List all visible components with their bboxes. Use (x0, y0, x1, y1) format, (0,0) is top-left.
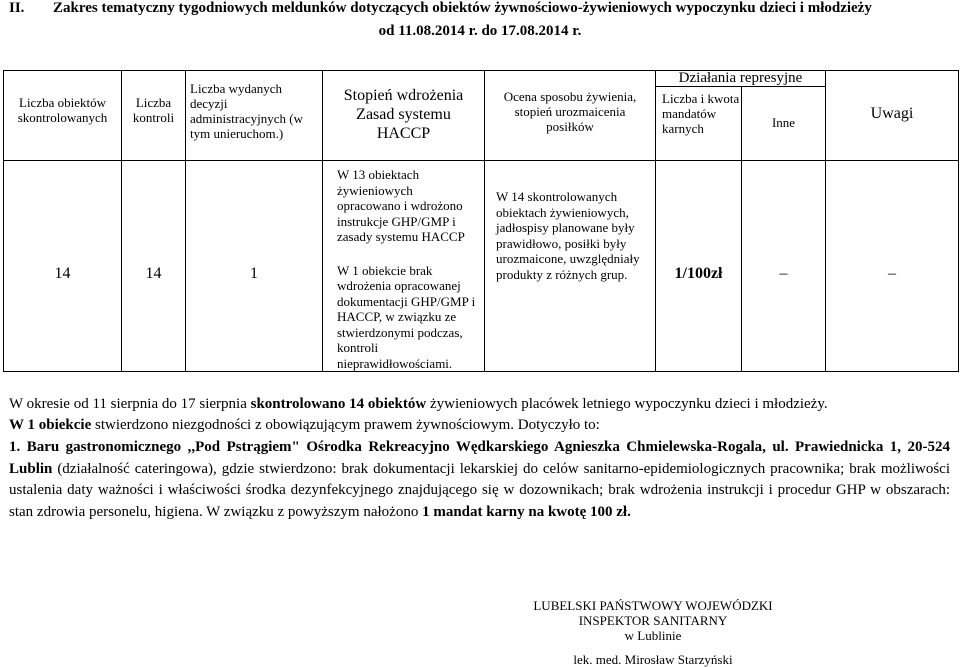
haccp-text-not-implemented: W 1 obiekcie brak wdrożenia opracowanej dokumentacji GHP/GMP i HACCP, w związku ze stwierdzonymi podczas, kontroli nieprawidłowościami. (337, 262, 476, 371)
section-title: Zakres tematyczny tygodniowych meldunków dotyczących obiektów żywnościowo-żywieniowych wypoczynku dzieci i młodzieży (53, 0, 872, 16)
value-other: – (742, 161, 826, 372)
section-number: II. (9, 0, 25, 16)
header-objects-checked: Liczba obiektów skontrolowanych (4, 71, 122, 161)
haccp-text-implemented: W 13 obiektach żywieniowych opracowano i wdrożono instrukcje GHP/GMP i zasady systemu HACCP (337, 167, 465, 244)
finding-fine: 1 mandat karny na kwotę 100 zł. (422, 503, 631, 520)
header-controls-count: Liczba kontroli (122, 71, 186, 161)
nutrition-assessment: W 14 skontrolowanych obiektach żywieniowych, jadłospisy planowane były prawidłowo, posiłki były urozmaicone, uwzględniały produkty z różnych grup. (485, 161, 656, 372)
header-repressive-actions: Działania represyjne (656, 71, 826, 87)
summary-text-a: W okresie od 11 sierpnia do 17 sierpnia (9, 396, 247, 412)
signature-line-3: w Lublinie (624, 628, 682, 643)
value-remarks: – (826, 161, 959, 372)
header-nutrition: Ocena sposobu żywienia, stopień urozmaicenia posiłków (485, 71, 656, 161)
report-period: od 11.08.2014 r. do 17.08.2014 r. (378, 23, 582, 39)
weekly-report-table (3, 70, 959, 372)
header-fines: Liczba i kwota mandatów karnych (656, 87, 742, 161)
summary-paragraph (9, 394, 950, 416)
header-haccp: Stopień wdrożenia Zasad systemu HACCP (323, 71, 485, 161)
summary-text-c: żywieniowych placówek letniego wypoczynku dzieci i młodzieży. (429, 396, 828, 412)
value-controls-count: 14 (122, 161, 186, 372)
signature-name: lek. med. Mirosław Starzyński (573, 652, 733, 667)
summary-text-b: skontrolowano 14 obiektów (250, 396, 427, 412)
signature-line-2: INSPEKTOR SANITARNY (578, 613, 728, 628)
signature-line-1: LUBELSKI PAŃSTWOWY WOJEWÓDZKI (533, 598, 773, 613)
header-decisions-count: Liczba wydanych decyzji administracyjnych (w tym unieruchom.) (186, 71, 323, 161)
value-decisions-count: 1 (186, 161, 323, 372)
signature-block (513, 598, 793, 643)
finding-description: (działalność cateringowa), gdzie stwierdzono: brak dokumentacji lekarskiej do celów sanitarno-epidemiologicznych pracownika; brak możliwości ustalenia daty ważności i właściwości środka dezynfekcyjnego znajdującego się w dozownikach; brak wdrożenia instrukcji i procedur GHP w obszarach: stan zdrowia personelu, higiena. W związku z powyższym nałożono (9, 460, 950, 520)
header-remarks: Uwagi (826, 71, 959, 161)
finding-establishment: 1. Baru gastronomicznego ,,Pod Pstrągiem" Ośrodka Rekreacyjno Wędkarskiego Agnieszka Chmielewska-Rogala, ul. Prawiednicka 1, 20-524 Lublin (9, 439, 950, 477)
value-objects-checked: 14 (4, 161, 122, 372)
value-fines: 1/100zł (656, 161, 742, 372)
header-other: Inne (742, 87, 826, 161)
nonconformity-paragraph (9, 415, 950, 437)
haccp-cell (323, 161, 485, 372)
nonconformity-text-a: W 1 obiekcie (9, 417, 92, 433)
finding-paragraph (9, 437, 950, 523)
nonconformity-text-b: stwierdzono niezgodności z obowiązującym prawem żywnościowym. Dotyczyło to: (94, 417, 600, 433)
